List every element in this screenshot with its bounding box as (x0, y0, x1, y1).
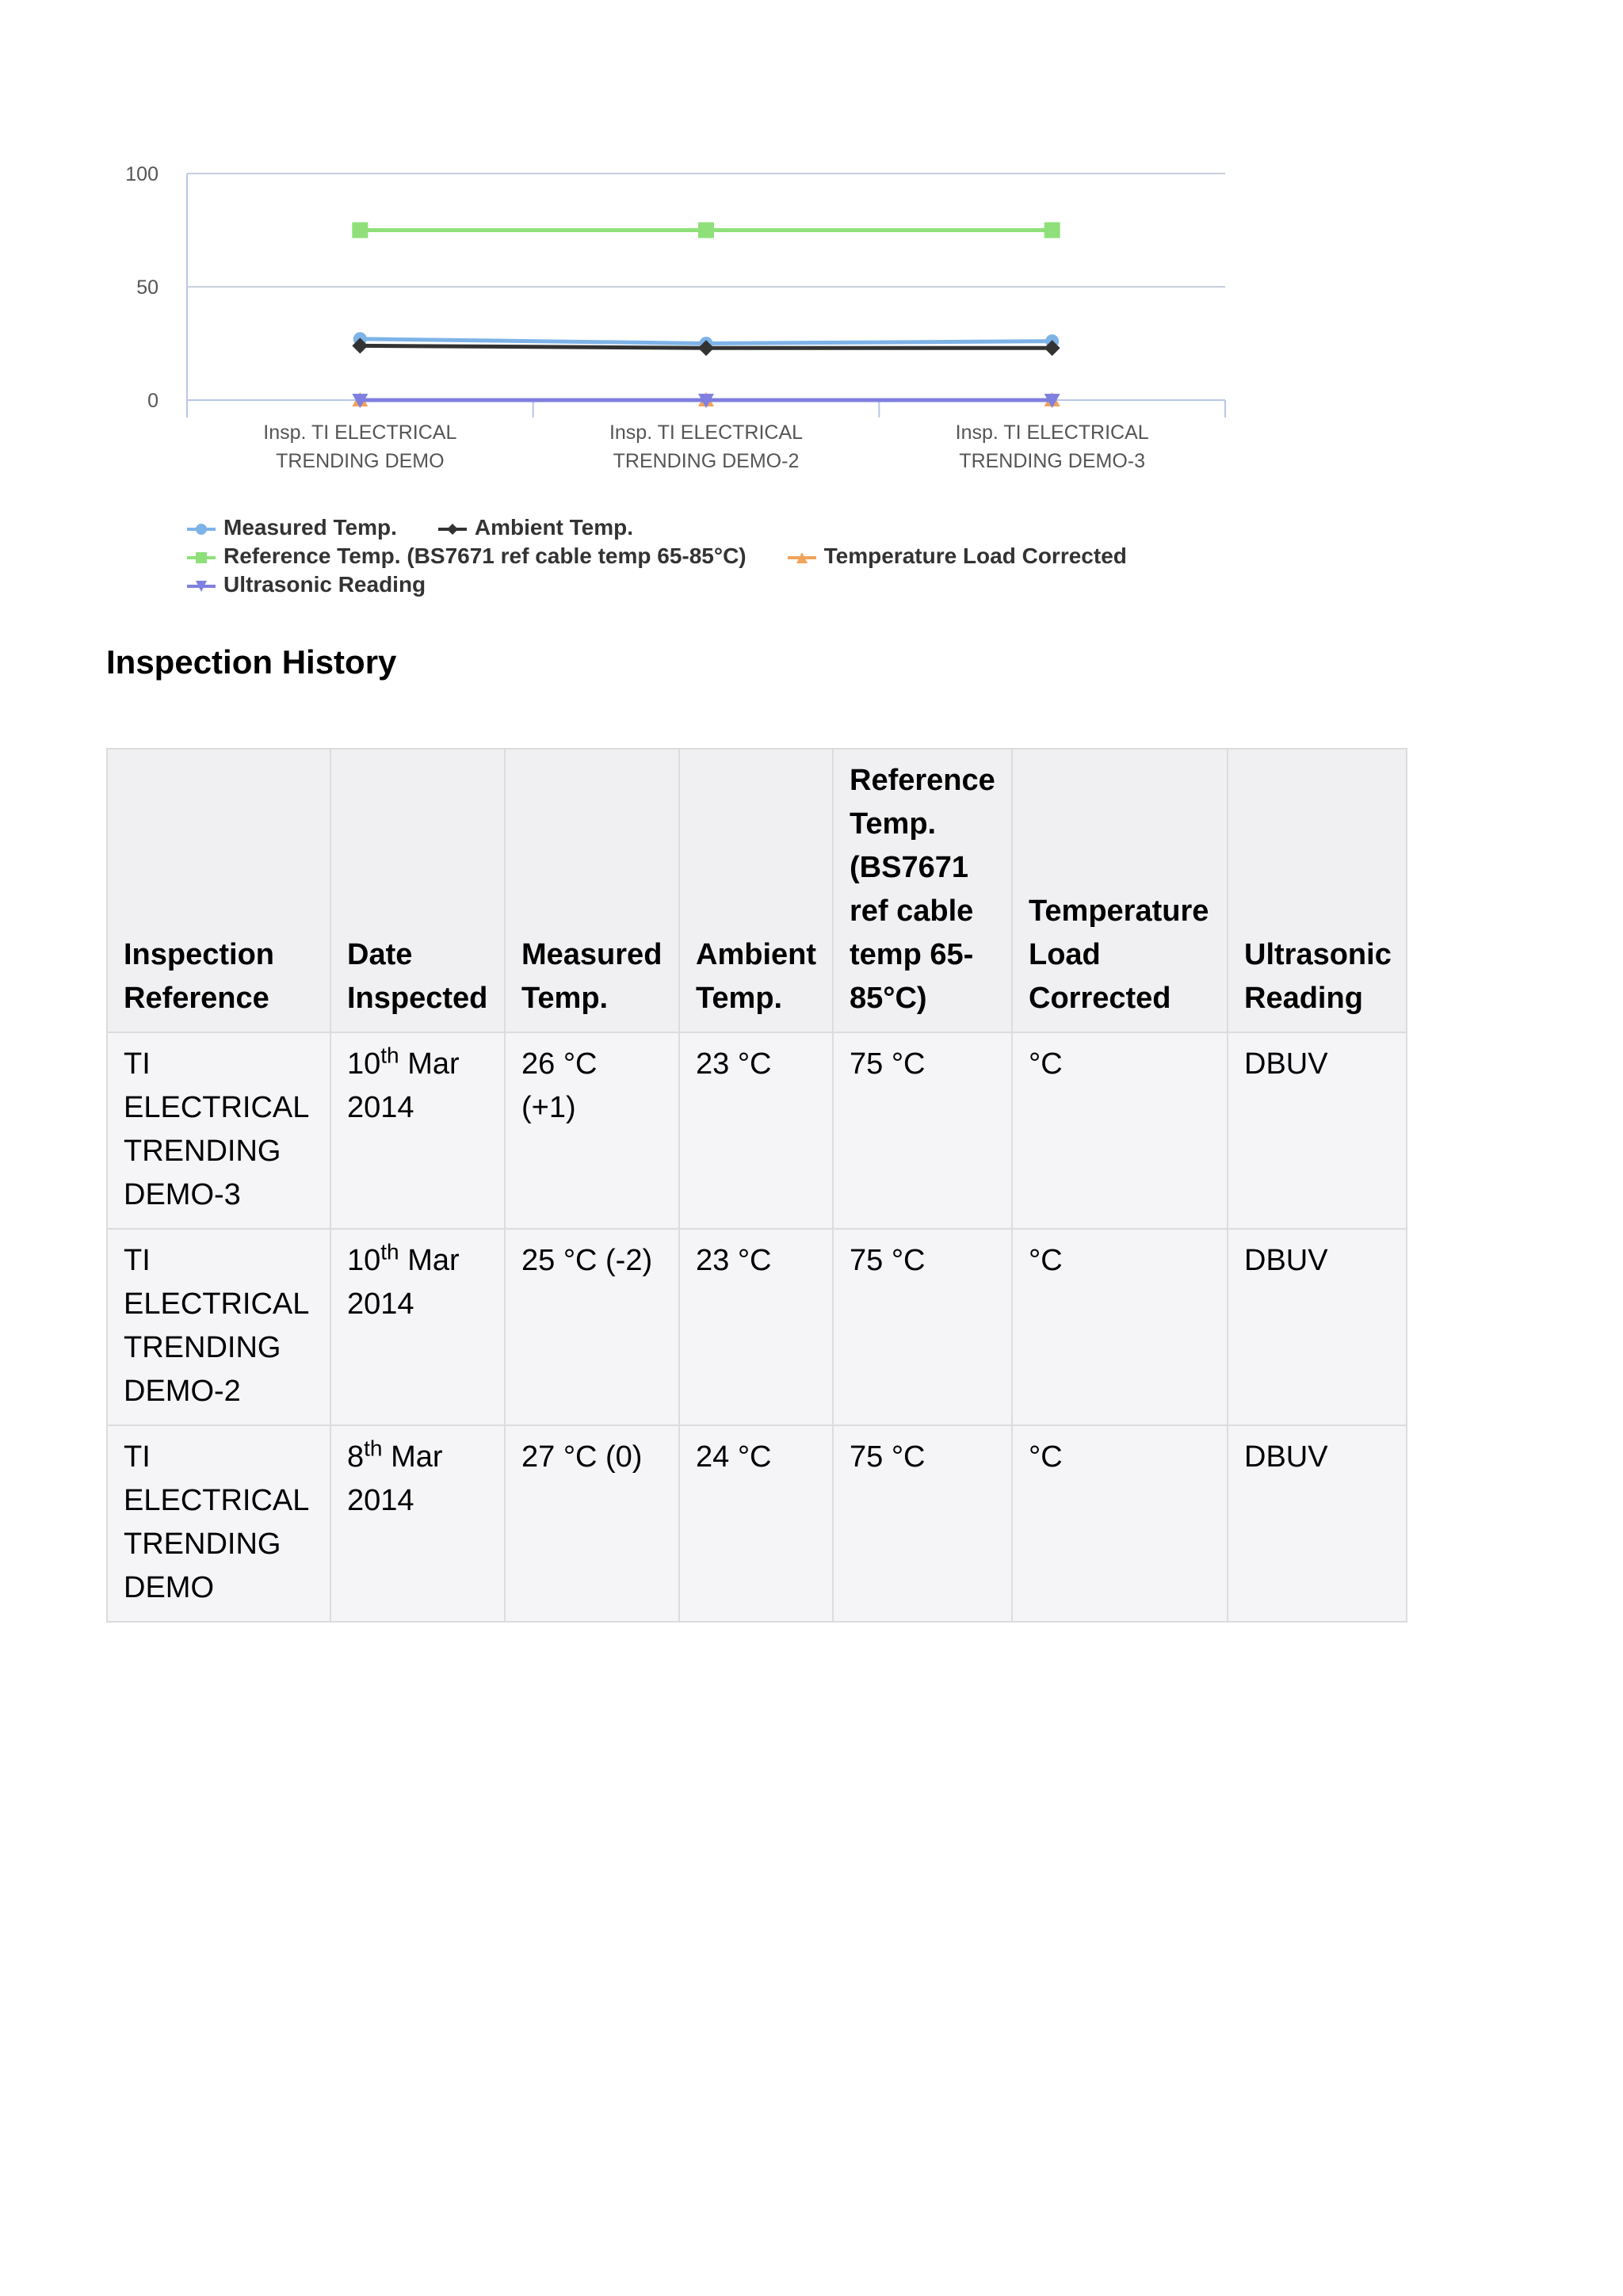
x-tick-label: Insp. TI ELECTRICAL TRENDING DEMO (263, 421, 457, 472)
legend-row (185, 570, 1295, 599)
trend-chart-plot (0, 0, 1268, 507)
column-header: Inspection Reference (107, 749, 330, 1032)
column-header: Temperature Load Corrected (1012, 749, 1228, 1032)
legend-row (185, 513, 1295, 542)
cell-inspection-reference: TI ELECTRICAL TRENDING DEMO-2 (107, 1229, 330, 1425)
table-row (107, 1032, 1407, 1229)
cell-measured-temp: 27 °C (0) (505, 1425, 679, 1622)
legend-label: Ultrasonic Reading (223, 572, 426, 597)
cell-ambient-temp: 23 °C (679, 1032, 833, 1229)
cell-date-inspected: 10th Mar 2014 (330, 1032, 505, 1229)
cell-date-inspected: 8th Mar 2014 (330, 1425, 505, 1622)
cell-inspection-reference: TI ELECTRICAL TRENDING DEMO-3 (107, 1032, 330, 1229)
cell-measured-temp: 26 °C (+1) (505, 1032, 679, 1229)
legend-item (437, 513, 633, 542)
column-header: Reference Temp. (BS7671 ref cable temp 65- 85°C) (833, 749, 1012, 1032)
table-header-row (107, 749, 1407, 1032)
data-point (698, 223, 714, 238)
table-row (107, 1425, 1407, 1622)
cell-inspection-reference: TI ELECTRICAL TRENDING DEMO (107, 1425, 330, 1622)
legend-row (185, 542, 1295, 570)
legend-label: Reference Temp. (BS7671 ref cable temp 65-85°C) (223, 543, 747, 568)
cell-reference-temp: 75 °C (833, 1032, 1012, 1229)
legend-label: Temperature Load Corrected (823, 543, 1127, 568)
cell-temperature-load-corrected: °C (1012, 1229, 1228, 1425)
column-header: Ultrasonic Reading (1228, 749, 1407, 1032)
y-tick-label: 100 (125, 163, 158, 185)
cell-ambient-temp: 23 °C (679, 1229, 833, 1425)
cell-temperature-load-corrected: °C (1012, 1425, 1228, 1622)
column-header: Ambient Temp. (679, 749, 833, 1032)
section-title: Inspection History (106, 643, 397, 681)
legend-marker-icon (185, 548, 217, 567)
legend-marker-icon (437, 520, 468, 539)
cell-temperature-load-corrected: °C (1012, 1032, 1228, 1229)
legend-label: Measured Temp. (223, 515, 397, 540)
cell-reference-temp: 75 °C (833, 1229, 1012, 1425)
y-tick-label: 0 (147, 390, 158, 412)
inspection-history-table (106, 748, 1407, 1623)
chart-legend (185, 513, 1295, 599)
legend-item (185, 570, 426, 599)
cell-measured-temp: 25 °C (-2) (505, 1229, 679, 1425)
legend-item (786, 542, 1127, 570)
data-point (1044, 223, 1060, 238)
data-point (352, 223, 368, 238)
table-row (107, 1229, 1407, 1425)
x-tick-label: Insp. TI ELECTRICAL TRENDING DEMO-2 (609, 421, 804, 472)
legend-marker-icon (786, 548, 818, 567)
column-header: Date Inspected (330, 749, 505, 1032)
cell-reference-temp: 75 °C (833, 1425, 1012, 1622)
cell-date-inspected: 10th Mar 2014 (330, 1229, 505, 1425)
legend-marker-icon (185, 520, 217, 539)
cell-ambient-temp: 24 °C (679, 1425, 833, 1622)
cell-ultrasonic-reading: DBUV (1228, 1032, 1407, 1229)
legend-item (185, 513, 397, 542)
y-tick-label: 50 (136, 277, 158, 299)
cell-ultrasonic-reading: DBUV (1228, 1425, 1407, 1622)
table-body (107, 1032, 1407, 1622)
legend-item (185, 542, 747, 570)
legend-marker-icon (185, 577, 217, 596)
column-header: Measured Temp. (505, 749, 679, 1032)
x-tick-label: Insp. TI ELECTRICAL TRENDING DEMO-3 (955, 421, 1149, 472)
trend-chart (0, 0, 1268, 618)
legend-label: Ambient Temp. (474, 515, 634, 540)
cell-ultrasonic-reading: DBUV (1228, 1229, 1407, 1425)
